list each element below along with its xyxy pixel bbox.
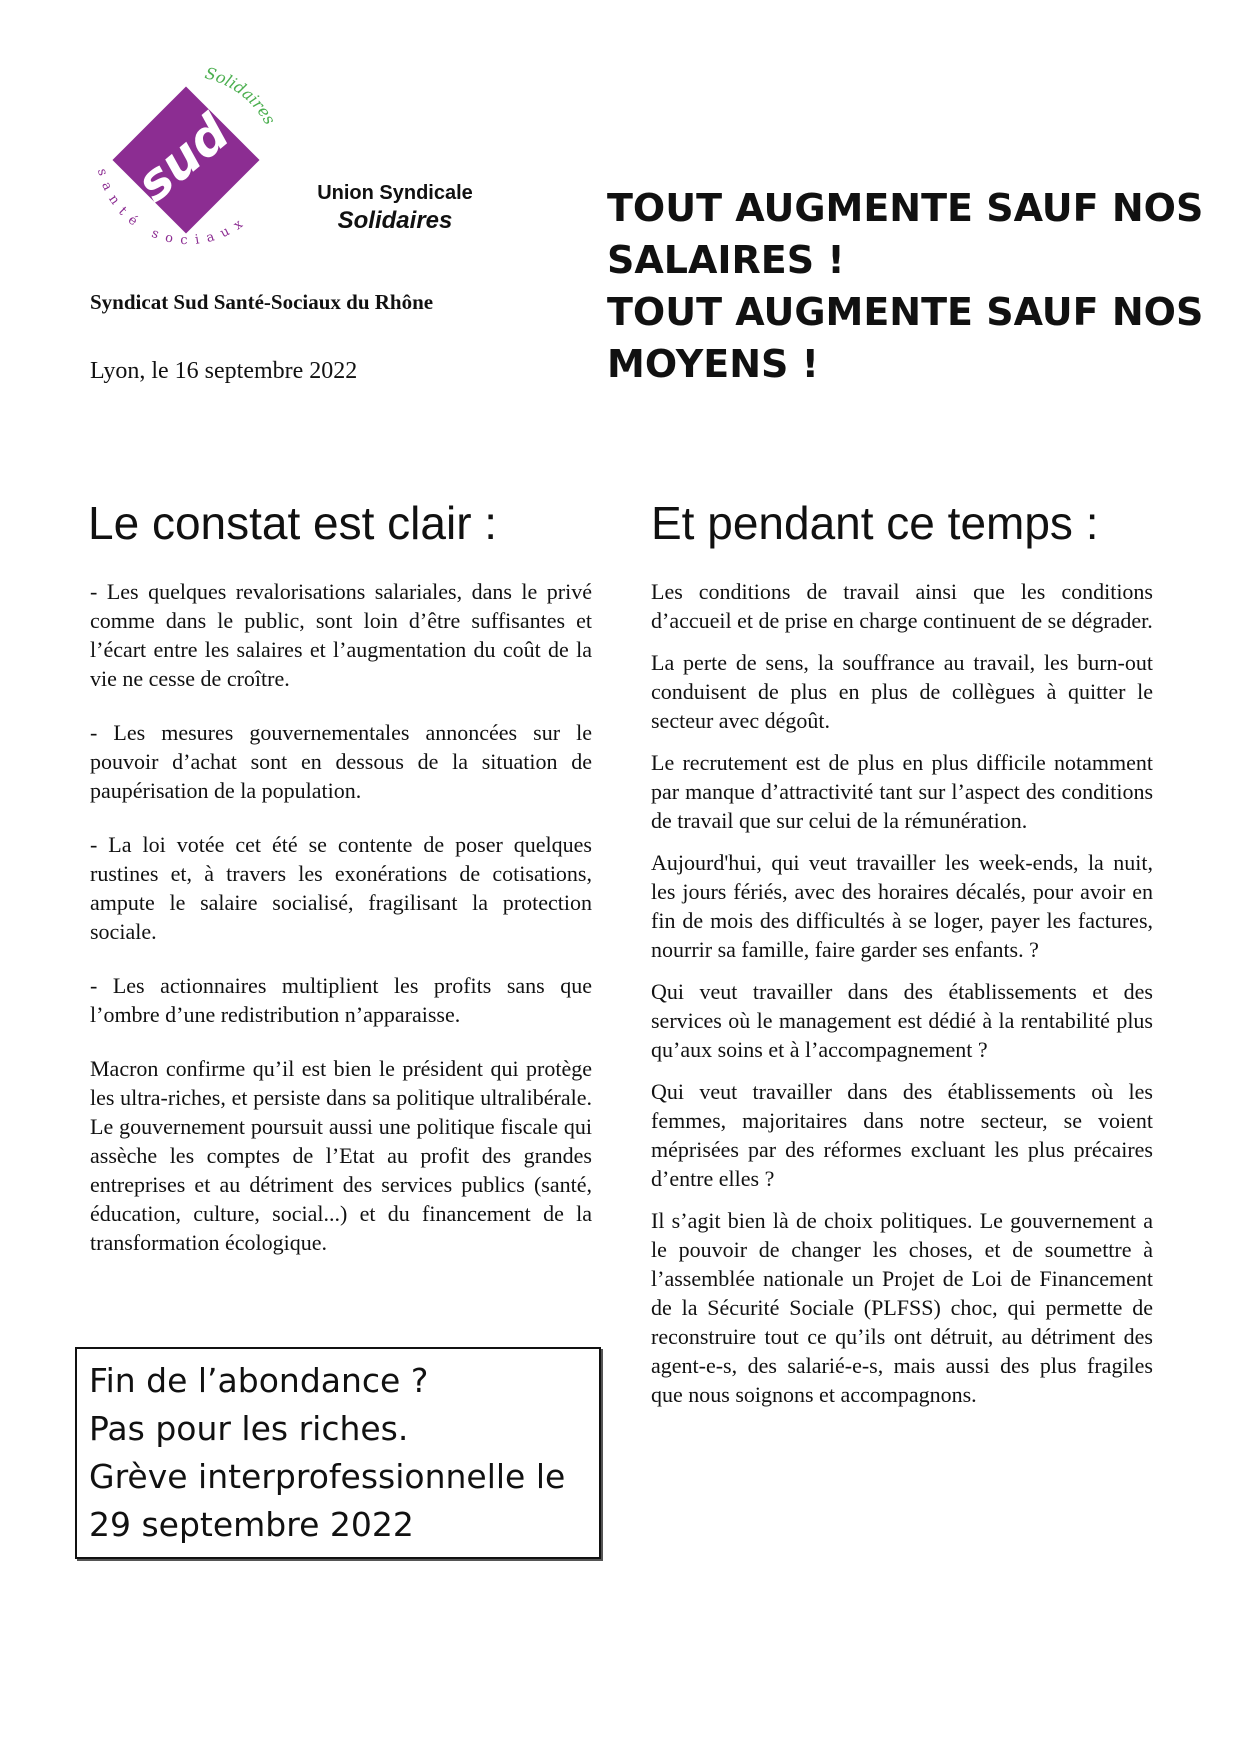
right-column-title: Et pendant ce temps : (651, 497, 1099, 549)
right-column-body (651, 577, 1153, 1422)
right-paragraph: Le recrutement est de plus en plus difficile notamment par manque d’attractivité tant sur l’aspect des conditions de travail que sur celui de la rémunération. (651, 750, 1153, 833)
logo-arc-top: Solidaires (202, 63, 280, 128)
left-paragraph: - Les actionnaires multiplient les profits sans que l’ombre d’une redistribution n’apparaisse. (90, 973, 592, 1027)
left-paragraph: - Les mesures gouvernementales annoncées sur le pouvoir d’achat sont en dessous de la situation de paupérisation de la population. (90, 720, 592, 803)
right-paragraph: La perte de sens, la souffrance au travail, les burn-out conduisent de plus en plus de collègues à quitter le secteur avec dégoût. (651, 650, 1153, 733)
left-column-body (90, 577, 592, 1282)
sud-sante-sociaux-logo (86, 62, 286, 262)
headline-line-4: MOYENS ! (607, 342, 819, 386)
left-paragraph: Macron confirme qu’il est bien le président qui protège les ultra-riches, et persiste dans sa politique ultralibérale. Le gouvernement poursuit aussi une politique fiscale qui assèche les comptes de l’Etat au profit des grandes entreprises et au détriment des services publics (santé, éducation, culture, social...) et du financement de la transformation écologique. (90, 1056, 592, 1255)
right-paragraph: Il s’agit bien là de choix politiques. Le gouvernement a le pouvoir de changer les choses, et de soumettre à l’assemblée nationale un Projet de Loi de Financement de la Sécurité Sociale (PLFSS) choc, qui permette de reconstruire tout ce qu’ils ont détruit, au détriment des agent-e-s, des salarié-e-s, mais aussi des plus fragiles que nous soignons et accompagnons. (651, 1208, 1153, 1407)
callout-line: 29 septembre 2022 (89, 1505, 414, 1544)
document-date: Lyon, le 16 septembre 2022 (90, 358, 358, 384)
callout-line: Fin de l’abondance ? (89, 1361, 429, 1400)
left-paragraph: - Les quelques revalorisations salariales, dans le privé comme dans le public, sont loin d’être suffisantes et l’écart entre les salaires et l’augmentation du coût de la vie ne cesse de croître. (90, 579, 592, 691)
left-column-title: Le constat est clair : (88, 497, 498, 549)
union-syndicale-label (315, 180, 475, 236)
right-paragraph: Qui veut travailler dans des établissements où les femmes, majoritaires dans notre secteur, se voient méprisées par des réformes excluant les plus précaires d’entre elles ? (651, 1079, 1153, 1191)
right-paragraph: Les conditions de travail ainsi que les conditions d’accueil et de prise en charge continuent de se dégrader. (651, 579, 1153, 633)
union-line1: Union Syndicale (317, 182, 473, 204)
headline (607, 182, 1207, 390)
callout-line: Pas pour les riches. (89, 1409, 409, 1448)
right-paragraph: Qui veut travailler dans des établissements et des services où le management est dédié à la rentabilité plus qu’aux soins et à l’accompagnement ? (651, 979, 1153, 1062)
headline-line-3: TOUT AUGMENTE SAUF NOS (607, 290, 1204, 334)
union-line2: Solidaires (337, 207, 453, 234)
callout-line: Grève interprofessionnelle le (89, 1457, 566, 1496)
strike-callout-box (75, 1347, 601, 1559)
headline-line-1: TOUT AUGMENTE SAUF NOS (607, 186, 1204, 230)
headline-line-2: SALAIRES ! (607, 238, 845, 282)
left-paragraph: - La loi votée cet été se contente de poser quelques rustines et, à travers les exonérations de cotisations, ampute le salaire socialisé, fragilisant la protection sociale. (90, 832, 592, 944)
logo-arc-bottom: santé sociaux (93, 167, 253, 249)
syndicat-name: Syndicat Sud Santé-Sociaux du Rhône (90, 290, 434, 314)
logo-brand: sud (125, 103, 241, 213)
right-paragraph: Aujourd'hui, qui veut travailler les week-ends, la nuit, les jours fériés, avec des horaires décalés, pour avoir en fin de mois des difficultés à se loger, payer les factures, nourrir sa famille, faire garder ses enfants. ? (651, 850, 1153, 962)
